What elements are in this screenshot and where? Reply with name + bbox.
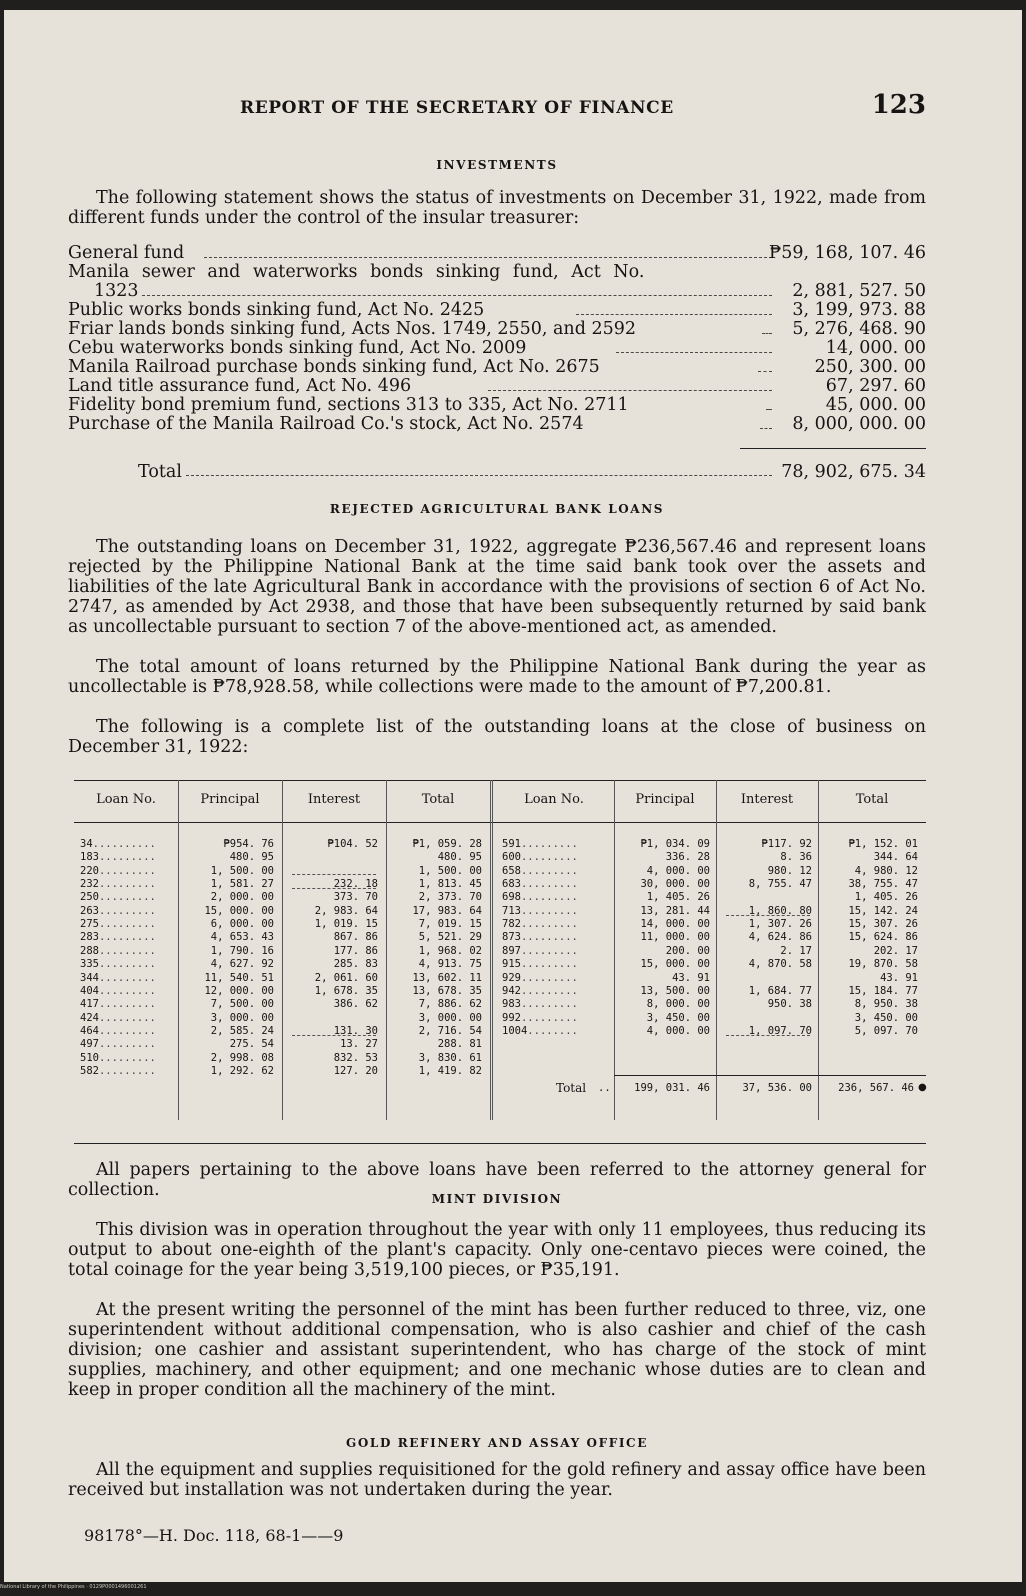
investment-row: 1323 2, 881, 527. 50 <box>94 281 926 301</box>
loan-total: 1, 500. 00 <box>418 864 482 877</box>
loan-principal: 15, 000. 00 <box>640 958 710 971</box>
rejected-loans-para-1: The outstanding loans on December 31, 1922, aggregate ₱236,567.46 and represent loans rejected by the Philippine National Bank at the time said bank took over the assets and liabilities of the late Agricultural Bank in accordance with the provisions of section 6 of Act No. 2747, as amended by Act 2938, and those that have been subsequently returned by said bank as uncollectable pursuant to section 7 of the above-mentioned act, as amended. <box>68 537 926 637</box>
document-signature: 98178°—H. Doc. 118, 68-1——9 <box>84 1526 344 1545</box>
loan-principal: 4, 627. 92 <box>210 958 274 971</box>
loan-number-text: 782 <box>502 918 521 931</box>
loan-total: 4, 980. 12 <box>854 864 918 877</box>
loan-number-text: 263 <box>80 904 99 917</box>
gold-refinery-title: GOLD REFINERY AND ASSAY OFFICE <box>346 1436 648 1450</box>
dot-leader: ......... <box>98 851 156 864</box>
dot-leader: ......... <box>520 891 578 904</box>
loan-number-text: 232 <box>80 878 99 891</box>
loan-principal: 2, 000. 00 <box>210 891 274 904</box>
loan-interest: 1, 307. 26 <box>748 918 812 931</box>
dot-leader: ......... <box>98 984 156 997</box>
loan-number <box>502 958 578 971</box>
dot-leader: ........ <box>527 1024 578 1037</box>
loan-number <box>502 838 578 851</box>
investments-total-row <box>68 462 926 482</box>
loan-number-text: 942 <box>502 984 521 997</box>
dot-leader: ......... <box>98 958 156 971</box>
loan-principal: 11, 540. 51 <box>204 971 274 984</box>
loan-principal: 3, 450. 00 <box>646 1011 710 1024</box>
dot-leader: ......... <box>520 971 578 984</box>
loan-number-text: 897 <box>502 944 521 957</box>
page-header <box>68 90 926 120</box>
loan-interest: 232. 18 <box>333 878 378 891</box>
running-title: REPORT OF THE SECRETARY OF FINANCE <box>240 98 674 118</box>
loan-total: 1, 968. 02 <box>418 944 482 957</box>
loan-number-text: 497 <box>80 1038 99 1051</box>
loan-total: 7, 886. 62 <box>418 998 482 1011</box>
loan-number <box>80 865 156 878</box>
investment-row: Public works bonds sinking fund, Act No. 2425 3, 199, 973. 88 <box>68 300 926 320</box>
loan-number <box>502 945 578 958</box>
loan-number <box>502 865 578 878</box>
loan-interest: 4, 870. 58 <box>748 958 812 971</box>
loan-number <box>502 998 578 1011</box>
loan-number <box>502 972 578 985</box>
loan-total: 15, 624. 86 <box>848 931 918 944</box>
total-rule <box>740 448 926 449</box>
loan-total: 5, 521. 29 <box>418 931 482 944</box>
dot-leader: ......... <box>98 1024 156 1037</box>
loan-number <box>502 905 578 918</box>
loan-number <box>80 891 156 904</box>
dot-leader: ......... <box>98 998 156 1011</box>
loan-number-text: 1004 <box>502 1024 528 1037</box>
investment-row: Land title assurance fund, Act No. 496 67, 297. 60 <box>68 376 926 396</box>
page-number: 123 <box>871 90 926 120</box>
loan-number-text: 915 <box>502 958 521 971</box>
loan-total: 5, 097. 70 <box>854 1024 918 1037</box>
investment-row: Fidelity bond premium fund, sections 313 to 335, Act No. 2711 45, 000. 00 <box>68 395 926 415</box>
after-table-note: All papers pertaining to the above loans have been referred to the attorney general for collection. <box>68 1160 926 1200</box>
loan-principal: 7, 500. 00 <box>210 998 274 1011</box>
loan-number-text: 34 <box>80 838 93 850</box>
loan-principal: 2, 585. 24 <box>210 1024 274 1037</box>
loan-total: 15, 142. 24 <box>848 904 918 917</box>
loan-interest: 177. 86 <box>333 944 378 957</box>
loan-number-text: 698 <box>502 891 521 904</box>
loan-number-text: 983 <box>502 998 521 1011</box>
header-loan-no: Loan No. <box>96 792 156 807</box>
loan-total: 4, 913. 75 <box>418 958 482 971</box>
loan-interest: 950. 38 <box>767 998 812 1011</box>
loan-number-text: 344 <box>80 971 99 984</box>
loan-interest: 13. 27 <box>340 1038 378 1051</box>
loan-total: 3, 450. 00 <box>854 1011 918 1024</box>
loan-number <box>80 998 156 1011</box>
dot-leader: ......... <box>520 958 578 971</box>
loan-principal: 1, 292. 62 <box>210 1064 274 1077</box>
investments-list <box>68 244 926 434</box>
investment-row: Cebu waterworks bonds sinking fund, Act No. 2009 14, 000. 00 <box>68 338 926 358</box>
loan-interest: 1, 860. 80 <box>748 904 812 917</box>
loan-interest: ₱117. 92 <box>761 838 812 850</box>
loan-number-text: 683 <box>502 878 521 891</box>
right-total-principal: 199, 031. 46 <box>634 1082 710 1094</box>
loan-number-text: 220 <box>80 864 99 877</box>
loan-total: 288. 81 <box>437 1038 482 1051</box>
loan-number <box>502 1012 578 1025</box>
loan-number-text: 510 <box>80 1051 99 1064</box>
loan-interest: 8, 755. 47 <box>748 878 812 891</box>
loan-total: 43. 91 <box>880 971 918 984</box>
loan-interest: 980. 12 <box>767 864 812 877</box>
loan-principal: 13, 500. 00 <box>640 984 710 997</box>
loan-total: 2, 373. 70 <box>418 891 482 904</box>
loan-number <box>80 985 156 998</box>
dot-leader: ......... <box>98 864 156 877</box>
loan-number <box>502 931 578 944</box>
loan-number-text: 873 <box>502 931 521 944</box>
loan-principal: 12, 000. 00 <box>204 984 274 997</box>
loan-number-text: 929 <box>502 971 521 984</box>
investments-total-label: Total <box>138 462 182 482</box>
loan-number <box>502 1025 578 1038</box>
loan-table: Loan No. Principal Interest Total Loan No. Principal Interest Total 34.......... ₱954. 76 ₱104. 52 ₱1, 059. 28 183......... 480. 95 480. 95 220......... 1, 500. 00 1, 500. 00 232......... 1, 581. 27 232. 18 1, 813. 45 250......... 2, 000. 00 373. 70 2, 373. 70 263......... 15, 000. 00 2, 983. 64 17, 983. 64 275......... 6, 000. 00 1, 019. 15 7, 019. 15 283......... 4, 653. 43 867. 86 5, 521. 29 288......... 1, 790. 16 177. 86 1, 968. 02 335......... 4, 627. 92 285. 83 4, 913. 75 344......... 11, 540. 51 2, 061. 60 13, 602. 11 404......... 12, 000. 00 1, 678. 35 13, 678. 35 417......... 7, 500. 00 386. 62 7, 886. 62 424......... 3, 000. 00 3, 000. 00 464......... 2, 585. 24 131. 30 2, 716. 54 497......... 275. 54 13. 27 288. 81 510......... 2, 998. 08 832. 53 3, 830. 61 582......... 1, 292. 62 127. 20 1, 419. 82 591......... ₱1, 034. 09 ₱117. 92 ₱1, 152. 01 600......... 336. 28 8. 36 344. 64 658......... 4, 000. 00 980. 12 4, 980. 12 683......... 30, 000. 00 8, 755. 47 38, 755. 47 698......... 1, 405. 26 1, 405. 26 713......... 13, 281. 44 1, 860. 80 15, 142. 24 782......... 14, 000. 00 1, 307. 26 15, 307. 26 873......... 11, 000. 00 4, 624. 86 15, 624. 86 897......... 200. 00 2. 17 202. 17 915......... 15, 000. 00 4, 870. 58 19, 870. 58 929......... 43. 91 43. 91 942......... 13, 500. 00 1, 684. 77 15, 184. 77 983......... 8, 000. 00 950. 38 8, 950. 38 992......... 3, 450. 00 3, 450. 00 1004........ 4, 000. 00 1, 097. 70 5, 097. 70 Total .. 199, 031. 46 37, 536. 00 236, 567. 46 ● <box>74 780 926 1150</box>
loan-number-text: 424 <box>80 1011 99 1024</box>
loan-principal: 1, 790. 16 <box>210 944 274 957</box>
loan-principal: 14, 000. 00 <box>640 918 710 931</box>
loan-number <box>80 838 156 851</box>
header-total-right: Total <box>855 792 889 807</box>
loan-interest: 4, 624. 86 <box>748 931 812 944</box>
dot-leader: ......... <box>98 878 156 891</box>
right-sum-rule <box>614 1075 926 1076</box>
loan-number <box>80 851 156 864</box>
loan-number-text: 658 <box>502 864 521 877</box>
loan-number-text: 591 <box>502 838 521 850</box>
dot-leader: ......... <box>520 944 578 957</box>
loan-number <box>80 1012 156 1025</box>
loan-number <box>80 972 156 985</box>
dot-leader: ......... <box>98 918 156 931</box>
loan-principal: 1, 581. 27 <box>210 878 274 891</box>
header-principal: Principal <box>200 792 260 807</box>
loan-number-text: 464 <box>80 1024 99 1037</box>
investment-row: Manila Railroad purchase bonds sinking fund, Act No. 2675 250, 300. 00 <box>68 357 926 377</box>
dot-leader: ......... <box>520 878 578 891</box>
loan-interest: 1, 019. 15 <box>314 918 378 931</box>
dot-leader: ......... <box>98 1038 156 1051</box>
rejected-loans-para-3: The following is a complete list of the outstanding loans at the close of business on December 31, 1922: <box>68 717 926 757</box>
right-total-label: Total <box>556 1081 587 1095</box>
investments-intro: The following statement shows the status of investments on December 31, 1922, made from different funds under the control of the insular treasurer: <box>68 188 926 228</box>
loan-number <box>502 891 578 904</box>
loan-principal: ₱1, 034. 09 <box>640 838 710 850</box>
loan-number <box>80 1038 156 1051</box>
dot-leader: .......... <box>92 838 156 850</box>
loan-principal: 4, 000. 00 <box>646 1024 710 1037</box>
loan-number-text: 992 <box>502 1011 521 1024</box>
loan-number <box>80 1065 156 1078</box>
loan-interest: 127. 20 <box>333 1064 378 1077</box>
loan-total: 38, 755. 47 <box>848 878 918 891</box>
investment-row: Friar lands bonds sinking fund, Acts Nos. 1749, 2550, and 2592 5, 276, 468. 90 <box>68 319 926 339</box>
dot-leader: ......... <box>520 998 578 1011</box>
loan-total: 480. 95 <box>437 851 482 864</box>
dot-leader: ......... <box>98 931 156 944</box>
document-page <box>4 10 1022 1582</box>
dot-leader: ......... <box>520 851 578 864</box>
dot-leader: ......... <box>98 1051 156 1064</box>
loan-number-text: 582 <box>80 1064 99 1077</box>
loan-principal: 4, 000. 00 <box>646 864 710 877</box>
loan-total: 13, 602. 11 <box>412 971 482 984</box>
loan-number <box>80 958 156 971</box>
loan-interest: 2, 983. 64 <box>314 904 378 917</box>
loan-interest: 1, 684. 77 <box>748 984 812 997</box>
loan-interest: ₱104. 52 <box>327 838 378 850</box>
loan-interest: 1, 678. 35 <box>314 984 378 997</box>
gold-refinery-para: All the equipment and supplies requisitioned for the gold refinery and assay office have been received but installation was not undertaken during the year. <box>68 1460 926 1500</box>
investment-row: Manila sewer and waterworks bonds sinking fund, Act No. <box>68 262 645 282</box>
dot-leader: ......... <box>520 918 578 931</box>
loan-principal: 13, 281. 44 <box>640 904 710 917</box>
loan-total: 13, 678. 35 <box>412 984 482 997</box>
header-principal-right: Principal <box>635 792 695 807</box>
loan-total: 1, 419. 82 <box>418 1064 482 1077</box>
loan-interest: 2. 17 <box>780 944 812 957</box>
dot-leader: ......... <box>98 891 156 904</box>
dot-leader: ......... <box>520 1011 578 1024</box>
loan-total: 344. 64 <box>873 851 918 864</box>
loan-total: 8, 950. 38 <box>854 998 918 1011</box>
loan-principal: 480. 95 <box>229 851 274 864</box>
loan-number <box>80 905 156 918</box>
loan-number <box>502 985 578 998</box>
mint-para-1: This division was in operation throughout the year with only 11 employees, thus reducing its output to about one-eighth of the plant's capacity. Only one-centavo pieces were coined, the total coinage for the year being 3,519,100 pieces, or ₱35,191. <box>68 1220 926 1280</box>
loan-number-text: 404 <box>80 984 99 997</box>
loan-interest: 131. 30 <box>333 1024 378 1037</box>
loan-interest: 8. 36 <box>780 851 812 864</box>
loan-number <box>80 931 156 944</box>
loan-principal: 275. 54 <box>229 1038 274 1051</box>
loan-total: 19, 870. 58 <box>848 958 918 971</box>
loan-interest: 867. 86 <box>333 931 378 944</box>
header-interest: Interest <box>307 792 361 807</box>
loan-number-text: 288 <box>80 944 99 957</box>
header-loan-no-right: Loan No. <box>524 792 584 807</box>
loan-number <box>80 1052 156 1065</box>
dot-leader: ......... <box>520 864 578 877</box>
dot-leader: ......... <box>98 944 156 957</box>
loan-total: ₱1, 152. 01 <box>848 838 918 850</box>
loan-principal: 2, 998. 08 <box>210 1051 274 1064</box>
loan-total: 3, 830. 61 <box>418 1051 482 1064</box>
loan-total: 15, 307. 26 <box>848 918 918 931</box>
loan-number <box>502 918 578 931</box>
loan-principal: 200. 00 <box>665 944 710 957</box>
loan-interest: 386. 62 <box>333 998 378 1011</box>
table-header-rule <box>74 822 926 823</box>
loan-total: 1, 813. 45 <box>418 878 482 891</box>
loan-principal: 11, 000. 00 <box>640 931 710 944</box>
dot-leader: ......... <box>520 931 578 944</box>
loan-principal: ₱954. 76 <box>223 838 274 850</box>
loan-total: 1, 405. 26 <box>854 891 918 904</box>
loan-number <box>80 878 156 891</box>
table-bottom-rule <box>74 1143 926 1144</box>
loan-principal: 1, 405. 26 <box>646 891 710 904</box>
dot-leader: ......... <box>520 904 578 917</box>
header-total: Total <box>421 792 455 807</box>
loan-principal: 30, 000. 00 <box>640 878 710 891</box>
loan-number <box>502 851 578 864</box>
loan-principal: 1, 500. 00 <box>210 864 274 877</box>
loan-total: 202. 17 <box>873 944 918 957</box>
dot-leader: ......... <box>520 838 578 850</box>
table-top-rule <box>74 780 926 781</box>
loan-total: 2, 716. 54 <box>418 1024 482 1037</box>
dot-leader: ......... <box>98 1064 156 1077</box>
rejected-loans-title: REJECTED AGRICULTURAL BANK LOANS <box>329 502 665 516</box>
loan-principal: 3, 000. 00 <box>210 1011 274 1024</box>
loan-principal: 8, 000. 00 <box>646 998 710 1011</box>
loan-number <box>80 945 156 958</box>
investments-title: INVESTMENTS <box>436 158 558 172</box>
right-total-interest: 37, 536. 00 <box>742 1082 812 1094</box>
dot-leader: ......... <box>520 984 578 997</box>
loan-principal: 6, 000. 00 <box>210 918 274 931</box>
loan-total: 15, 184. 77 <box>848 984 918 997</box>
scan-imprint: National Library of the Philippines · 0129P0001496001261 <box>0 1584 147 1590</box>
investments-total-amount: 78, 902, 675. 34 <box>781 462 926 482</box>
loan-total: 17, 983. 64 <box>412 904 482 917</box>
dot-leader: ......... <box>98 904 156 917</box>
loan-number <box>502 878 578 891</box>
loan-number-text: 713 <box>502 904 521 917</box>
loan-interest: 2, 061. 60 <box>314 971 378 984</box>
loan-number <box>80 918 156 931</box>
loan-interest: 832. 53 <box>333 1051 378 1064</box>
investment-row: General fund ₱59, 168, 107. 46 <box>68 243 926 263</box>
loan-number-text: 275 <box>80 918 99 931</box>
loan-number-text: 600 <box>502 851 521 864</box>
loan-principal: 336. 28 <box>665 851 710 864</box>
investment-row: Purchase of the Manila Railroad Co.'s stock, Act No. 2574 8, 000, 000. 00 <box>68 414 926 434</box>
loan-interest: 285. 83 <box>333 958 378 971</box>
loan-number-text: 335 <box>80 958 99 971</box>
rejected-loans-para-2: The total amount of loans returned by the Philippine National Bank during the year as uncollectable is ₱78,928.58, while collections were made to the amount of ₱7,200.81. <box>68 657 926 697</box>
loan-principal: 15, 000. 00 <box>204 904 274 917</box>
loan-total: 3, 000. 00 <box>418 1011 482 1024</box>
loan-total: 7, 019. 15 <box>418 918 482 931</box>
loan-number-text: 250 <box>80 891 99 904</box>
loan-number <box>80 1025 156 1038</box>
loan-principal: 43. 91 <box>672 971 710 984</box>
loan-interest: 373. 70 <box>333 891 378 904</box>
loan-total: ₱1, 059. 28 <box>412 838 482 850</box>
right-total-total: 236, 567. 46 <box>838 1082 914 1094</box>
ink-mark: ● <box>918 1082 927 1093</box>
loan-number-text: 417 <box>80 998 99 1011</box>
loan-number-text: 183 <box>80 851 99 864</box>
loan-interest: 1, 097. 70 <box>748 1024 812 1037</box>
mint-para-2: At the present writing the personnel of the mint has been further reduced to three, viz, one superintendent without additional compensation, who is also cashier and chief of the cash division; one cashier and assistant superintendent, who has charge of the stock of mint supplies, machinery, and other equipment; and one mechanic whose duties are to clean and keep in proper condition all the machinery of the mint. <box>68 1300 926 1400</box>
loan-number-text: 283 <box>80 931 99 944</box>
mint-division-title: MINT DIVISION <box>431 1192 563 1206</box>
loan-principal: 4, 653. 43 <box>210 931 274 944</box>
dot-leader: ......... <box>98 1011 156 1024</box>
dot-leader: ......... <box>98 971 156 984</box>
header-interest-right: Interest <box>740 792 794 807</box>
